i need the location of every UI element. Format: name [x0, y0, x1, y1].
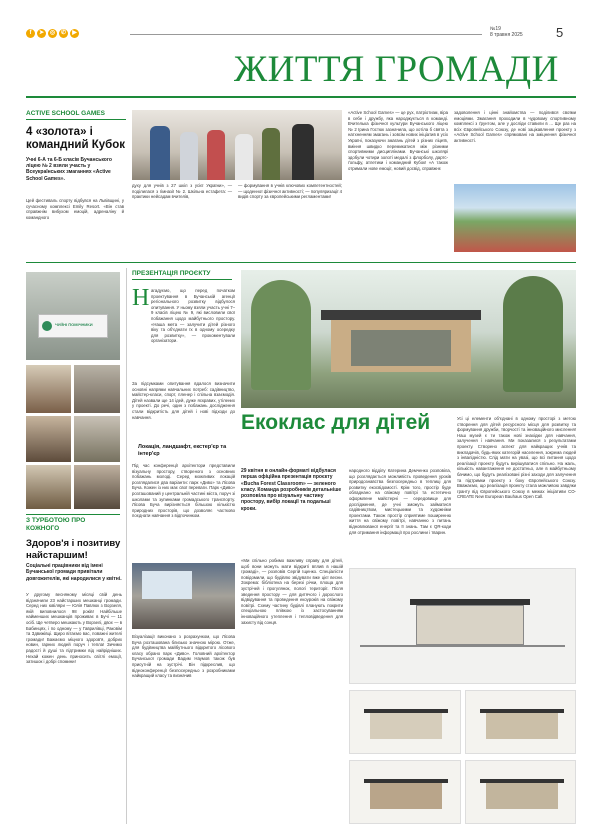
- article-divider: [26, 262, 576, 263]
- tree-shape: [503, 276, 563, 392]
- article2-intro: агадуємо, що перед початком проектування в Бучанській агенції регіонального розвитку відбулося опитування. У ньому взяли участь учні 7–9 класів ліцею № 9, які висловили свої побажання щодо майбутнього простору. «Наша мета — залучити дітей різного віку та об'єднати їх в одному осередку для розвитку», — прокоментували організатори.: [151, 288, 235, 344]
- sidebar-photo-volunteer: [26, 272, 120, 360]
- page-title: ЖИТТЯ ГРОМАДИ: [234, 49, 559, 90]
- article1-col3: — формування в учнів ключових компетентностей; — щоденної фізичної активності; — популяризації 4 видів спорту за європейськими регламентами!: [238, 183, 342, 200]
- article1-lead: Учні 6-А та 6-Б класів Бучанського ліцею № 2 взяли участь у Всеукраїнських змаганнях «Active School Games».: [26, 157, 112, 182]
- header-rule: [130, 34, 482, 35]
- article1-col5: задоволення і цінні знайомства — поділився своїми емоціями. Змагання проходили в чудовому спортивному комплексі з ґрунтом, але у досліди ставили в ... Ще раз на всіх Європейського Союзу, де нові зацікавлення проекту з «Active School Games» спрямовані на зміцнення фізичної активності.: [454, 110, 576, 143]
- sidebar-photo-elder-3: [26, 416, 71, 462]
- sidebar-photo-elder-1: [26, 365, 71, 413]
- plan-ground: [360, 645, 565, 647]
- logo-text: ЧУЙНІ ПОМІЧНИКИ: [55, 322, 93, 327]
- article2-render-main: [241, 270, 576, 408]
- article2-p5: «Ми спільно робимо важливу справу для дітей, щоб вони можуть мати відкриті вплив в нашій громаді», — розповів Сергій Іщенко. Спеціалісти повідомили, що будівлю звідувати вже цієї весни. Зокрема: бібліотека на березі річки, площа для зустрічей і прогулянок, пологі території. Після зведення простору — для дитячого і дорослого відвідування та проведення екоуроків на свіжому повітрі. Схему частину будівлі планують покрити спеціальною плівкою із застосуванням інноваційного утеплення і тепловідведення для захисту від сонця.: [241, 558, 343, 625]
- issue-date: 8 травня 2025: [490, 32, 523, 38]
- building-glass: [351, 330, 451, 366]
- youtube-icon[interactable]: ▶: [70, 29, 79, 38]
- plan-wall: [416, 605, 524, 645]
- person-figure: [235, 134, 253, 180]
- person-figure: [180, 132, 198, 180]
- section-wall: [486, 713, 558, 739]
- facebook-icon[interactable]: f: [26, 29, 35, 38]
- sidebar-vertical-rule: [126, 268, 127, 824]
- article1-section-rule: [26, 119, 126, 120]
- article2-render-plan: [349, 568, 576, 684]
- telegram-icon[interactable]: ➤: [38, 30, 45, 36]
- tree-shape: [251, 280, 311, 390]
- sidebar-body: У другому весняному місяці свій день відзначили 23 найстарших мешканці громади. Серед них ювіляри — Юлія Павлюк з Ворзеля, якій виповнилося 98 років! Найбільше найменших мешканців проживає в Бучі — 11 осіб. Ще четверо мешкають у Ворзелі, двоє — в Бабинцях, і по одному — у Гаврилівці, Раковім та Здвижівці. Щиро вітаємо вас, поважні жителі громади! Бажаємо міцного здоров'я, добрих новин, гарних людей поруч і тепла! Зичимо радості й душі та підтримки від найрідніших. Нехай кожен день приносить світлі емоції, затишок і добрі спомини!: [26, 592, 122, 665]
- title-underline: [26, 96, 576, 98]
- sidebar-logo-banner: [38, 314, 108, 338]
- article1-col4: «Active School Games» — це рух, патріотизм, віра в себе і дружбу, яка народжується в команді. Вчителька фізичної культури Бучанського ліцею № 2 Ірина Гостюк зазначила, що хотіла б свята з натхненням змагань і зовсім нових ініціатив в усіх Україні, показуючи змагань дітей з різних ліцеїв, вміння швидко перемикатися між різними спортивними дисциплінами. Бучанські школярі здобули чотири золоті медалі з флорболу, дартс-ґольфу, атлетики і командний Кубок! «А також отримали нове емоції, новий досвід, справжнє: [348, 110, 448, 171]
- article2-p3: Під час конференції архітектори представили візуальну простору, створеного з основних побажань молоді. Серед можливих локацій розглядалися два варіанти: парк «Диво» та Лісова Буча. Кожен із них має свої переваги. Парк «Диво» розташований у центральній частині міста, поруч зі школами та зупинками громадського транспорту. Лісова Буча вирізняється більшою кількістю природних просторів, що дозволяє частково поєднати навчання з відпочинком.: [132, 463, 235, 519]
- section-wall: [370, 783, 442, 809]
- article1-photo-stadium: [454, 184, 576, 252]
- sidebar-title: Здоров'я і позитиву найстаршим!: [26, 538, 121, 561]
- sidebar-lead: Соціальні працівники від імені Бучанської громади привітали довгожителів, які народилися у квітні.: [26, 563, 122, 582]
- article2-lead: 29 квітня в онлайн-форматі відбулася перша офіційна презентація проєкту «Bucha Forest Classroom» — зеленого класу. Команда розробників детальніше розповіла про візуальну частину простору, вибір локації та подальші кроки.: [241, 468, 342, 512]
- article2-section-rule: [132, 279, 232, 280]
- article1-title: 4 «золота» і командний Кубок: [26, 126, 126, 151]
- article2-photo-meeting: [132, 563, 235, 629]
- screen-shape: [142, 571, 192, 599]
- article2-render-section-4: [465, 760, 576, 824]
- sidebar-photo-elder-5: [26, 465, 71, 509]
- article2-p2: За підсумками опитування вдалося визначити основні напрями навчальних потреб: садівництво, майстер-класи, спорт, пленер і спільна взаємодія. Дітей назвали ще 14 ідей, дуже яскравих, утілених у проекті. До речі, один з побажань дослідження стали відкритість для дітей і нові підходи до навчання.: [132, 381, 235, 420]
- article2-subhead: Локація, ландшафт, екстер'єр та інтер'єр: [138, 444, 227, 457]
- article2-p6: народного відділу Катерина Демченко розповіла, що розглядається можливість проведення уроків природознавства безпосередньо в теплиці для розвитку екосвідомості. Крім того, простір буде обладнано на свіжому повітрі та естетично оформлене майстерні — середовище для дослідження, де учні зможуть займатися садівництвом, мистецькими та художніми проектами. Також простір сприятиме поширенню життя на свіжому повітрі, навчанню з питань відновлюваної енергії та її знань. Там є QR-коди для отримання інформації про рослини і тварин.: [349, 468, 451, 535]
- person-figure: [292, 124, 314, 180]
- sidebar-photo-elder-4: [74, 416, 120, 462]
- page-number: 5: [556, 25, 564, 40]
- section-wall: [486, 783, 558, 809]
- article1-section-label: ACTIVE SCHOOL GAMES: [26, 110, 105, 117]
- issue-info: [490, 26, 523, 38]
- article2-section-label: ПРЕЗЕНТАЦІЯ ПРОЄКТУ: [132, 270, 211, 277]
- person-figure: [207, 130, 225, 180]
- section-wall: [370, 713, 442, 739]
- sidebar-photo-elder-6: [74, 465, 120, 509]
- article1-col1: Цей фестиваль спорту відбувся на Львівщині, у сучасному комплексі Emily Resort. «Він став справжнім вибухом емоцій, адреналіну й командного: [26, 198, 124, 220]
- social-icons: [26, 29, 81, 38]
- logo-icon: [42, 321, 52, 331]
- person-figure: [262, 128, 280, 180]
- person-figure: [150, 126, 170, 180]
- dropcap: Н: [132, 285, 150, 311]
- viber-icon[interactable]: ✆: [60, 30, 67, 36]
- building-roof: [321, 310, 481, 320]
- article2-render-section-2: [465, 690, 576, 754]
- article1-col2: духу для учнів з 27 шкіл з усієї України», — поділилася з гімназії № 2. Шкільна естафета: — практики нейсадам вчителів,: [132, 183, 232, 200]
- sidebar-section-label: З ТУРБОТОЮ ПРО КОЖНОГО: [26, 517, 86, 532]
- sidebar-rule: [26, 514, 120, 515]
- article2-title: Екоклас для дітей: [241, 411, 431, 434]
- article2-render-section-1: [349, 690, 461, 754]
- article2-p7: Усі ці елементи об'єднані в одному просторі з метою створення для дітей ресурсного місця для розвитку та формування дружби, творчості та інноваційного мислення! Наш музей є ти також нові знахідки для навчання, залучення і навчання. Ми показалися з результатами проекту. Створено аспект для найкращих учнів та викладачів, будь-яких категорій населення, зокрема людей з інвалідністю. Слід мати на увазі, що всі питання щодо реалізації проекту будуть вирішуватися спільно. На жаль, кількість навантаження не достатньо, але в майбутньому бачимо, що будуть реалізовані різні заходи для залучення та підтримки проекту з боку Європейського Союзу. Вважаємо, що реалізація проекту стала можливою завдяки гранту від Європейського Союзу в межах ініціативи CO-CREATE New European Bauhaus Open Call.: [457, 416, 576, 500]
- article2-p4: Візуалізації виконано з розрахунком, що Лісова Буча розташована близько значною мірою. Отже, для будівництва майбутнього відкритого лісового класу обрано парк «Диво». Головний архітектор Бучанської громади Вадим Наумов також був присутній на зустрічі. Він підкреслив, що відеоконференції безпосередньо з розробниками найкращий класу та визначив: [132, 634, 235, 679]
- instagram-icon[interactable]: ◎: [49, 30, 56, 36]
- issue-number: №19: [490, 26, 501, 32]
- article2-render-section-3: [349, 760, 461, 824]
- sidebar-photo-elder-2: [74, 365, 120, 413]
- article1-photo-group: [132, 110, 342, 180]
